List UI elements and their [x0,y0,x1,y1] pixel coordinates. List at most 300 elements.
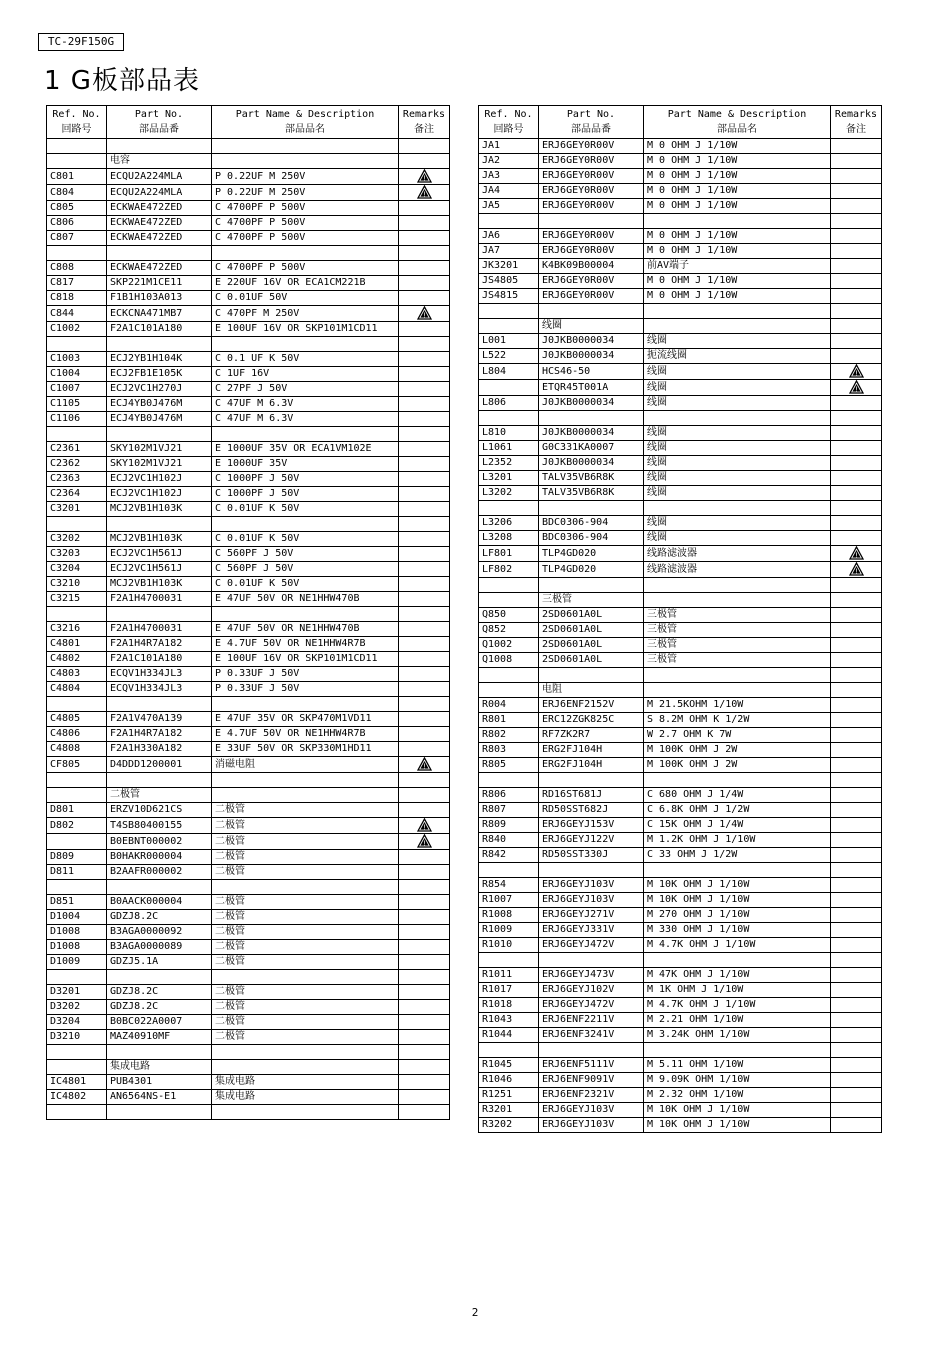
description-cell: C 4700PF P 500V [212,231,399,246]
table-row [47,276,450,291]
remarks-cell [831,1028,882,1043]
description-cell: C 4700PF P 500V [212,201,399,216]
table-row [479,983,882,998]
table-row [479,456,882,471]
ref-no-cell: D809 [47,850,107,865]
description-cell: W 2.7 OHM K 7W [644,728,831,743]
table-row [47,382,450,397]
table-row [47,925,450,940]
part-no-cell: 2SD0601A0L [539,653,644,668]
remarks-cell [399,970,450,985]
ref-no-cell: C4805 [47,712,107,727]
table-row [479,848,882,863]
remarks-cell [399,757,450,773]
remarks-cell [831,638,882,653]
description-cell: 线路滤波器 [644,546,831,562]
description-cell: 二极管 [212,955,399,970]
remarks-cell [399,487,450,502]
description-cell: M 5.11 OHM 1/10W [644,1058,831,1073]
description-cell: C 27PF J 50V [212,382,399,397]
table-row [47,818,450,834]
part-no-cell: ERJ6GEYJ271V [539,908,644,923]
remarks-cell [831,380,882,396]
description-cell: M 0 OHM J 1/10W [644,274,831,289]
table-row [479,893,882,908]
remarks-cell [399,880,450,895]
remarks-cell [831,953,882,968]
ref-no-cell: R806 [479,788,539,803]
table-row [479,184,882,199]
description-cell: C 680 OHM J 1/4W [644,788,831,803]
ref-no-cell: C4801 [47,637,107,652]
part-no-cell: ECJ4YB0J476M [107,412,212,427]
safety-warning-icon [417,306,432,320]
ref-no-cell: D3202 [47,1000,107,1015]
remarks-cell [399,1090,450,1105]
description-cell: P 0.33UF J 50V [212,682,399,697]
description-cell: 线圈 [644,486,831,501]
table-row [47,803,450,818]
part-no-cell: F2A1H330A182 [107,742,212,757]
table-row [479,1028,882,1043]
part-no-cell: ECJ2VC1H561J [107,562,212,577]
part-no-cell: F2A1H4700031 [107,622,212,637]
table-row [479,623,882,638]
remarks-cell [831,289,882,304]
remarks-cell [399,562,450,577]
ref-no-cell: LF801 [479,546,539,562]
part-no-cell: ERJ6ENF2321V [539,1088,644,1103]
right-parts-table-section [478,105,882,1133]
ref-no-cell: C801 [47,169,107,185]
ref-no-cell: D802 [47,818,107,834]
header-ref-cn: 回路号 [61,124,92,135]
ref-no-cell: C4802 [47,652,107,667]
ref-no-cell: R807 [479,803,539,818]
remarks-cell [399,727,450,742]
header-description [212,106,399,139]
table-row [47,291,450,306]
remarks-cell [831,516,882,531]
ref-no-cell: L810 [479,426,539,441]
remarks-cell [831,878,882,893]
part-no-cell: ERJ6GEY0R00V [539,139,644,154]
part-no-cell: BDC0306-904 [539,531,644,546]
table-row [479,818,882,833]
part-no-cell: F2A1H4R7A182 [107,727,212,742]
table-row [47,261,450,276]
table-row [47,231,450,246]
part-no-cell: ECJ4YB0J476M [107,397,212,412]
remarks-cell [831,259,882,274]
ref-no-cell: C3202 [47,532,107,547]
table-row [479,154,882,169]
remarks-cell [399,352,450,367]
table-row [479,653,882,668]
description-cell: E 47UF 50V OR NE1HHW470B [212,622,399,637]
table-row [47,246,450,261]
remarks-cell [399,276,450,291]
description-cell: 线圈 [644,531,831,546]
ref-no-cell: D801 [47,803,107,818]
remarks-cell [399,216,450,231]
description-cell: 三极管 [644,623,831,638]
ref-no-cell [47,697,107,712]
table-row [47,985,450,1000]
ref-no-cell: JK3201 [479,259,539,274]
remarks-cell [399,367,450,382]
table-row [479,833,882,848]
header-ref-en: Ref. No. [484,109,533,120]
remarks-cell [831,713,882,728]
ref-no-cell: CF805 [47,757,107,773]
remarks-cell [831,562,882,578]
ref-no-cell: L806 [479,396,539,411]
ref-no-cell: D1008 [47,925,107,940]
remarks-cell [831,863,882,878]
ref-no-cell: D3210 [47,1030,107,1045]
ref-no-cell: IC4802 [47,1090,107,1105]
part-no-cell [539,411,644,426]
ref-no-cell: Q852 [479,623,539,638]
part-no-cell: ECKWAE472ZED [107,261,212,276]
description-cell [212,1045,399,1060]
table-header-row [47,106,450,139]
remarks-cell [831,998,882,1013]
table-row [479,578,882,593]
ref-no-cell: Q1008 [479,653,539,668]
description-cell: M 0 OHM J 1/10W [644,289,831,304]
table-row [479,788,882,803]
description-cell [644,319,831,334]
table-row [47,788,450,803]
description-cell: C 47UF M 6.3V [212,412,399,427]
part-no-cell: B0EBNT000002 [107,834,212,850]
table-row [479,486,882,501]
ref-no-cell: C818 [47,291,107,306]
remarks-cell [399,547,450,562]
ref-no-cell [47,880,107,895]
ref-no-cell [479,953,539,968]
header-desc-cn: 部品品名 [717,124,757,135]
svg-text:!: ! [854,385,858,394]
table-row [47,1060,450,1075]
description-cell: 二极管 [212,850,399,865]
remarks-cell [831,773,882,788]
remarks-cell [399,697,450,712]
remarks-cell [399,442,450,457]
ref-no-cell: C2362 [47,457,107,472]
ref-no-cell: JA2 [479,154,539,169]
table-row [479,773,882,788]
description-cell: M 47K OHM J 1/10W [644,968,831,983]
part-no-cell: B0HAKR000004 [107,850,212,865]
safety-warning-icon [417,818,432,832]
description-cell: M 0 OHM J 1/10W [644,154,831,169]
table-row [47,1000,450,1015]
table-row [479,199,882,214]
description-cell: C 0.01UF K 50V [212,502,399,517]
description-cell: 二极管 [212,818,399,834]
table-row [479,1043,882,1058]
ref-no-cell [479,319,539,334]
remarks-cell [831,833,882,848]
remarks-cell [399,577,450,592]
table-row [47,442,450,457]
description-cell: M 2.21 OHM 1/10W [644,1013,831,1028]
table-row [479,608,882,623]
part-no-cell: ECKCNA471MB7 [107,306,212,322]
table-row [479,1058,882,1073]
description-cell: P 0.22UF M 250V [212,169,399,185]
description-cell: C 0.01UF 50V [212,291,399,306]
remarks-cell [831,803,882,818]
table-row [47,970,450,985]
description-cell [644,668,831,683]
part-no-cell: 电阻 [539,683,644,698]
description-cell: M 1.2K OHM J 1/10W [644,833,831,848]
ref-no-cell: D3204 [47,1015,107,1030]
description-cell: M 10K OHM J 1/10W [644,1118,831,1133]
part-no-cell [107,246,212,261]
part-no-cell [107,427,212,442]
table-row [47,727,450,742]
part-no-cell: ERJ6GEY0R00V [539,169,644,184]
description-cell [212,697,399,712]
ref-no-cell [47,154,107,169]
description-cell: S 8.2M OHM K 1/2W [644,713,831,728]
description-cell: C 1UF 16V [212,367,399,382]
svg-text:!: ! [854,551,858,560]
remarks-cell [399,201,450,216]
remarks-cell [831,788,882,803]
ref-no-cell: JA6 [479,229,539,244]
table-row [479,259,882,274]
description-cell: 扼流线圈 [644,349,831,364]
remarks-cell [831,319,882,334]
part-no-cell: GDZJ5.1A [107,955,212,970]
part-no-cell: F1B1H103A013 [107,291,212,306]
remarks-cell [399,818,450,834]
ref-no-cell: R801 [479,713,539,728]
description-cell: 三极管 [644,638,831,653]
remarks-cell [831,199,882,214]
table-row [479,728,882,743]
ref-no-cell [479,1043,539,1058]
table-row [479,743,882,758]
remarks-cell [831,426,882,441]
ref-no-cell [47,1045,107,1060]
remarks-cell [399,306,450,322]
header-part-en: Part No. [566,109,616,120]
remarks-cell [831,456,882,471]
ref-no-cell: C1007 [47,382,107,397]
remarks-cell [399,231,450,246]
description-cell: 三极管 [644,653,831,668]
ref-no-cell [479,578,539,593]
ref-no-cell: C808 [47,261,107,276]
ref-no-cell: D811 [47,865,107,880]
description-cell: E 4.7UF 50V OR NE1HHW4R7B [212,727,399,742]
description-cell: 线圈 [644,516,831,531]
header-part-cn: 部品品番 [139,124,179,135]
part-no-cell: RF7ZK2R7 [539,728,644,743]
part-no-cell: ERJ6GEYJ122V [539,833,644,848]
remarks-cell [399,1105,450,1120]
right-table-body [479,139,882,1133]
remarks-cell [399,652,450,667]
description-cell [212,970,399,985]
part-no-cell: ERJ6GEY0R00V [539,289,644,304]
ref-no-cell: C3215 [47,592,107,607]
header-part-en: Part No. [134,109,184,120]
remarks-cell [399,291,450,306]
remarks-cell [831,938,882,953]
remarks-cell [831,1058,882,1073]
description-cell: M 10K OHM J 1/10W [644,893,831,908]
remarks-cell [399,1030,450,1045]
part-no-cell [107,607,212,622]
part-no-cell: J0JKB0000034 [539,349,644,364]
remarks-cell [831,848,882,863]
description-cell [212,607,399,622]
part-no-cell: TLP4GD020 [539,562,644,578]
description-cell: 三极管 [644,608,831,623]
ref-no-cell: C1002 [47,322,107,337]
ref-no-cell: R809 [479,818,539,833]
table-row [47,865,450,880]
description-cell [212,517,399,532]
description-cell [212,337,399,352]
ref-no-cell: IC4801 [47,1075,107,1090]
part-no-cell: B0BC022A0007 [107,1015,212,1030]
ref-no-cell [479,863,539,878]
table-row [479,319,882,334]
part-no-cell: ERJ6GEY0R00V [539,154,644,169]
header-ref-cn: 回路号 [493,124,524,135]
part-no-cell: ERJ6ENF9091V [539,1073,644,1088]
svg-text:!: ! [422,823,426,832]
table-row [479,758,882,773]
ref-no-cell [479,683,539,698]
description-cell: 二极管 [212,1030,399,1045]
part-no-cell: K4BK09B00004 [539,259,644,274]
remarks-cell [831,818,882,833]
remarks-cell [399,322,450,337]
description-cell: M 330 OHM J 1/10W [644,923,831,938]
remarks-cell [399,532,450,547]
remarks-cell [831,983,882,998]
table-row [479,1013,882,1028]
description-cell: 集成电路 [212,1075,399,1090]
ref-no-cell: L522 [479,349,539,364]
table-row [47,682,450,697]
table-row [47,139,450,154]
ref-no-cell: C807 [47,231,107,246]
description-cell: 二极管 [212,895,399,910]
ref-no-cell: R805 [479,758,539,773]
remarks-cell [399,940,450,955]
description-cell: E 1000UF 35V [212,457,399,472]
table-row [47,637,450,652]
ref-no-cell [47,337,107,352]
remarks-cell [831,1118,882,1133]
table-row [479,349,882,364]
remarks-cell [399,261,450,276]
remarks-cell [831,743,882,758]
part-no-cell: ECJ2VC1H102J [107,487,212,502]
ref-no-cell: L3206 [479,516,539,531]
remarks-cell [399,712,450,727]
part-no-cell [107,773,212,788]
safety-warning-icon [417,757,432,771]
table-row [479,878,882,893]
ref-no-cell: C4806 [47,727,107,742]
ref-no-cell: R004 [479,698,539,713]
remarks-cell [399,154,450,169]
remarks-cell [831,683,882,698]
table-row [479,683,882,698]
part-no-cell: D4DDD1200001 [107,757,212,773]
part-no-cell: ECQV1H334JL3 [107,682,212,697]
part-no-cell: ERG2FJ104H [539,743,644,758]
part-no-cell [107,697,212,712]
part-no-cell: ECKWAE472ZED [107,231,212,246]
part-no-cell: ECKWAE472ZED [107,201,212,216]
remarks-cell [399,246,450,261]
ref-no-cell: R3201 [479,1103,539,1118]
part-no-cell: J0JKB0000034 [539,334,644,349]
page-title: 1 G板部品表 [44,66,200,96]
description-cell: C 1000PF J 50V [212,487,399,502]
description-cell: C 560PF J 50V [212,562,399,577]
ref-no-cell: R1251 [479,1088,539,1103]
safety-warning-icon [849,380,864,394]
safety-warning-icon [849,364,864,378]
table-row [479,938,882,953]
svg-text:!: ! [422,190,426,199]
description-cell [644,501,831,516]
description-cell: 二极管 [212,834,399,850]
description-cell: M 9.09K OHM 1/10W [644,1073,831,1088]
ref-no-cell: Q1002 [479,638,539,653]
header-desc-en: Part Name & Description [667,109,807,120]
table-row [47,850,450,865]
part-no-cell: ERJ6GEY0R00V [539,274,644,289]
table-row [479,593,882,608]
part-no-cell [107,139,212,154]
ref-no-cell: R1017 [479,983,539,998]
part-no-cell: ECQU2A224MLA [107,185,212,201]
description-cell: C 47UF M 6.3V [212,397,399,412]
remarks-cell [399,682,450,697]
remarks-cell [831,653,882,668]
ref-no-cell: C1106 [47,412,107,427]
part-no-cell: ERZV10D621CS [107,803,212,818]
description-cell: 线圈 [644,441,831,456]
table-row [47,216,450,231]
description-cell: C 0.01UF K 50V [212,532,399,547]
part-no-cell: F2A1C101A180 [107,652,212,667]
description-cell: E 4.7UF 50V OR NE1HHW4R7B [212,637,399,652]
ref-no-cell [47,427,107,442]
part-no-cell: TALV35VB6R8K [539,486,644,501]
description-cell [644,773,831,788]
part-no-cell: ERJ6ENF5111V [539,1058,644,1073]
ref-no-cell: C3204 [47,562,107,577]
ref-no-cell: R802 [479,728,539,743]
part-no-cell: 2SD0601A0L [539,608,644,623]
